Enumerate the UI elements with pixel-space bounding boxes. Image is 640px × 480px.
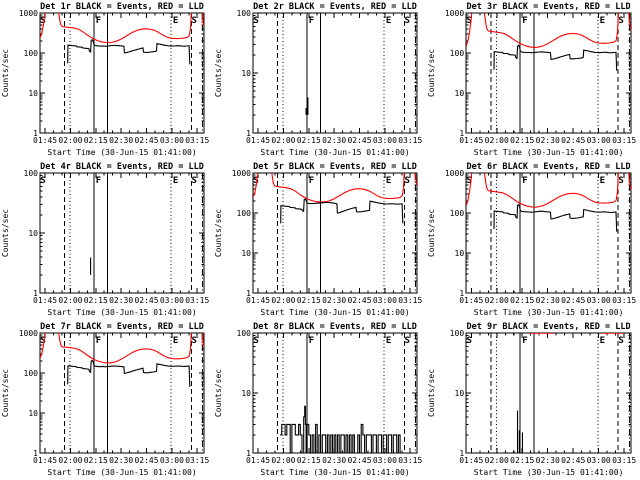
x-tick-label: 02:00	[58, 296, 83, 305]
y-axis-label: Counts/sec	[214, 48, 223, 98]
plot-det-6r	[426, 160, 640, 320]
y-tick-label: 1	[246, 449, 251, 458]
flag-letter-F: F	[308, 336, 315, 346]
y-tick-label: 100	[23, 49, 38, 58]
plot-det-1r	[0, 0, 213, 160]
flag-letter-E: E	[385, 176, 392, 186]
x-tick-label: 02:45	[347, 136, 372, 145]
plot-title: Det 2r BLACK = Events, RED = LLD	[253, 2, 417, 12]
y-tick-label: 100	[23, 369, 38, 378]
x-tick-label: 03:00	[159, 136, 184, 145]
plot-title: Det 3r BLACK = Events, RED = LLD	[466, 2, 631, 12]
x-axis-label: Start Time (30-Jun-15 01:41:00)	[473, 468, 624, 477]
flag-letter-F: F	[308, 176, 315, 186]
plot-det-3r	[426, 0, 640, 160]
x-tick-label: 03:00	[372, 296, 397, 305]
x-tick-label: 01:45	[459, 296, 484, 305]
y-tick-label: 100	[236, 209, 251, 218]
x-tick-label: 02:30	[322, 136, 347, 145]
flag-letter-S: S	[40, 176, 46, 186]
flag-letter-S: S	[618, 176, 624, 186]
x-tick-label: 02:45	[347, 296, 372, 305]
x-tick-label: 03:00	[586, 456, 611, 465]
y-tick-label: 1	[459, 289, 465, 298]
flag-letter-S: S	[253, 176, 259, 186]
flag-letter-S: S	[191, 336, 197, 346]
y-tick-label: 10	[454, 89, 465, 98]
x-tick-label: 02:30	[109, 296, 134, 305]
x-tick-label: 02:30	[109, 456, 134, 465]
flag-letter-S: S	[253, 336, 259, 346]
flag-letter-E: E	[172, 176, 179, 186]
flag-letter-E: E	[599, 176, 606, 186]
plot-title: Det 8r BLACK = Events, RED = LLD	[253, 322, 417, 332]
y-tick-label: 1	[459, 449, 465, 458]
x-tick-label: 03:15	[398, 456, 423, 465]
x-tick-label: 03:15	[185, 456, 210, 465]
flag-letter-E: E	[385, 336, 392, 346]
x-tick-label: 01:45	[459, 136, 484, 145]
flag-letter-S: S	[404, 16, 410, 26]
plot-title: Det 5r BLACK = Events, RED = LLD	[253, 162, 417, 172]
x-tick-label: 02:45	[561, 136, 586, 145]
flag-letter-S: S	[253, 16, 259, 26]
flag-letter-S: S	[40, 336, 46, 346]
flag-letter-S: S	[466, 176, 472, 186]
plot-title: Det 4r BLACK = Events, RED = LLD	[40, 162, 204, 172]
y-tick-label: 10	[241, 389, 251, 398]
x-tick-label: 02:15	[83, 296, 108, 305]
y-axis-label: Counts/sec	[1, 48, 10, 98]
x-tick-label: 02:30	[535, 136, 560, 145]
flag-letter-E: E	[172, 336, 179, 346]
flag-letter-S: S	[404, 176, 410, 186]
plot-det-8r	[213, 320, 426, 480]
y-tick-label: 100	[449, 49, 465, 58]
x-tick-label: 01:45	[33, 136, 58, 145]
flag-letter-E: E	[599, 336, 606, 346]
plot-title: Det 9r BLACK = Events, RED = LLD	[466, 322, 631, 332]
x-tick-label: 03:00	[372, 136, 397, 145]
plot-title: Det 7r BLACK = Events, RED = LLD	[40, 322, 204, 332]
flag-letter-F: F	[308, 16, 315, 26]
y-axis-label: Counts/sec	[427, 48, 437, 98]
x-axis-label: Start Time (30-Jun-15 01:41:00)	[47, 468, 197, 477]
y-tick-label: 10	[454, 249, 465, 258]
events-curve	[494, 45, 617, 70]
y-tick-label: 1	[33, 449, 38, 458]
y-axis-label: Counts/sec	[1, 208, 10, 258]
x-tick-label: 02:15	[510, 296, 535, 305]
x-tick-label: 02:45	[134, 456, 159, 465]
x-tick-label: 03:15	[185, 296, 210, 305]
flag-letter-S: S	[191, 176, 197, 186]
plot-det-2r	[213, 0, 426, 160]
y-tick-label: 100	[449, 329, 465, 338]
y-tick-label: 100	[236, 9, 251, 18]
x-tick-label: 02:30	[535, 456, 560, 465]
y-axis-label: Counts/sec	[427, 368, 437, 418]
x-tick-label: 02:15	[83, 456, 108, 465]
x-tick-label: 03:15	[612, 456, 637, 465]
det-8r-chart-svg	[213, 320, 426, 480]
y-tick-label: 10	[28, 229, 38, 238]
plot-title: Det 6r BLACK = Events, RED = LLD	[466, 162, 631, 172]
x-tick-label: 02:00	[58, 136, 83, 145]
y-tick-label: 1000	[18, 9, 38, 18]
det-6r-chart-svg	[426, 160, 640, 320]
flag-letter-S: S	[40, 16, 46, 26]
y-tick-label: 1	[459, 129, 465, 138]
flag-letter-S: S	[618, 16, 624, 26]
y-axis-label: Counts/sec	[1, 368, 10, 418]
flag-letter-F: F	[95, 16, 102, 26]
flag-letter-S: S	[191, 16, 197, 26]
y-tick-label: 10	[241, 69, 251, 78]
x-tick-label: 02:00	[271, 456, 296, 465]
y-tick-label: 10	[454, 389, 465, 398]
x-tick-label: 03:15	[398, 296, 423, 305]
x-tick-label: 02:00	[271, 136, 296, 145]
x-tick-label: 02:45	[134, 136, 159, 145]
x-tick-label: 02:00	[484, 136, 509, 145]
x-tick-label: 01:45	[33, 456, 58, 465]
y-tick-label: 1	[246, 289, 251, 298]
x-tick-label: 02:15	[296, 456, 321, 465]
x-axis-label: Start Time (30-Jun-15 01:41:00)	[473, 308, 624, 317]
x-tick-label: 02:45	[347, 456, 372, 465]
det-5r-chart-svg	[213, 160, 426, 320]
x-tick-label: 02:30	[109, 136, 134, 145]
y-tick-label: 1	[33, 129, 38, 138]
flag-letter-S: S	[466, 16, 472, 26]
x-tick-label: 02:15	[510, 136, 535, 145]
y-tick-label: 1000	[231, 169, 251, 178]
x-tick-label: 02:15	[296, 136, 321, 145]
x-tick-label: 02:45	[561, 296, 586, 305]
x-axis-label: Start Time (30-Jun-15 01:41:00)	[47, 148, 197, 157]
plot-title: Det 1r BLACK = Events, RED = LLD	[40, 2, 204, 12]
det-3r-chart-svg	[426, 0, 640, 160]
flag-letter-S: S	[466, 336, 472, 346]
x-tick-label: 03:00	[586, 136, 611, 145]
flag-letter-E: E	[172, 16, 179, 26]
x-tick-label: 01:45	[33, 296, 58, 305]
x-tick-label: 02:00	[484, 456, 509, 465]
flag-letter-F: F	[95, 336, 102, 346]
x-axis-label: Start Time (30-Jun-15 01:41:00)	[260, 308, 410, 317]
plot-det-9r	[426, 320, 640, 480]
x-axis-label: Start Time (30-Jun-15 01:41:00)	[473, 148, 624, 157]
flag-letter-F: F	[522, 16, 528, 26]
flag-letter-E: E	[385, 16, 392, 26]
plot-det-5r	[213, 160, 426, 320]
det-7r-chart-svg	[0, 320, 213, 480]
x-tick-label: 02:45	[561, 456, 586, 465]
x-axis-label: Start Time (30-Jun-15 01:41:00)	[47, 308, 197, 317]
x-tick-label: 03:00	[159, 456, 184, 465]
y-tick-label: 100	[449, 209, 465, 218]
flag-letter-F: F	[522, 336, 528, 346]
y-tick-label: 1000	[444, 169, 465, 178]
det-2r-chart-svg	[213, 0, 426, 160]
flag-letter-E: E	[599, 16, 606, 26]
x-tick-label: 03:00	[159, 296, 184, 305]
x-tick-label: 03:15	[612, 136, 637, 145]
det-9r-chart-svg	[426, 320, 640, 480]
y-axis-label: Counts/sec	[427, 208, 437, 258]
plot-det-7r	[0, 320, 213, 480]
y-tick-label: 100	[236, 329, 251, 338]
y-tick-label: 1000	[444, 9, 465, 18]
y-tick-label: 10	[28, 409, 38, 418]
x-tick-label: 03:00	[586, 296, 611, 305]
flag-letter-F: F	[95, 176, 102, 186]
x-tick-label: 02:00	[58, 456, 83, 465]
y-tick-label: 1000	[18, 329, 38, 338]
x-tick-label: 03:15	[398, 136, 423, 145]
x-tick-label: 02:15	[296, 296, 321, 305]
x-tick-label: 02:00	[484, 296, 509, 305]
x-tick-label: 03:15	[612, 296, 637, 305]
y-tick-label: 1	[33, 289, 38, 298]
x-tick-label: 01:45	[246, 136, 271, 145]
x-tick-label: 03:00	[372, 456, 397, 465]
x-tick-label: 02:30	[322, 296, 347, 305]
det-4r-chart-svg	[0, 160, 213, 320]
y-axis-label: Counts/sec	[214, 208, 223, 258]
y-tick-label: 100	[23, 169, 38, 178]
y-tick-label: 10	[28, 89, 38, 98]
y-axis-label: Counts/sec	[214, 368, 223, 418]
events-curve	[281, 199, 403, 223]
flag-letter-S: S	[404, 336, 410, 346]
events-curve	[280, 406, 402, 453]
flag-letter-F: F	[522, 176, 528, 186]
x-axis-label: Start Time (30-Jun-15 01:41:00)	[260, 148, 410, 157]
y-tick-label: 10	[241, 249, 251, 258]
plot-det-4r	[0, 160, 213, 320]
y-tick-label: 1	[246, 129, 251, 138]
x-tick-label: 02:00	[271, 296, 296, 305]
x-tick-label: 02:15	[510, 456, 535, 465]
x-tick-label: 01:45	[459, 456, 484, 465]
x-tick-label: 02:15	[83, 136, 108, 145]
x-tick-label: 02:30	[535, 296, 560, 305]
x-axis-label: Start Time (30-Jun-15 01:41:00)	[260, 468, 410, 477]
x-tick-label: 01:45	[246, 456, 271, 465]
x-tick-label: 03:15	[185, 136, 210, 145]
x-tick-label: 02:30	[322, 456, 347, 465]
x-tick-label: 01:45	[246, 296, 271, 305]
flag-letter-S: S	[618, 336, 624, 346]
det-1r-chart-svg	[0, 0, 213, 160]
x-tick-label: 02:45	[134, 296, 159, 305]
